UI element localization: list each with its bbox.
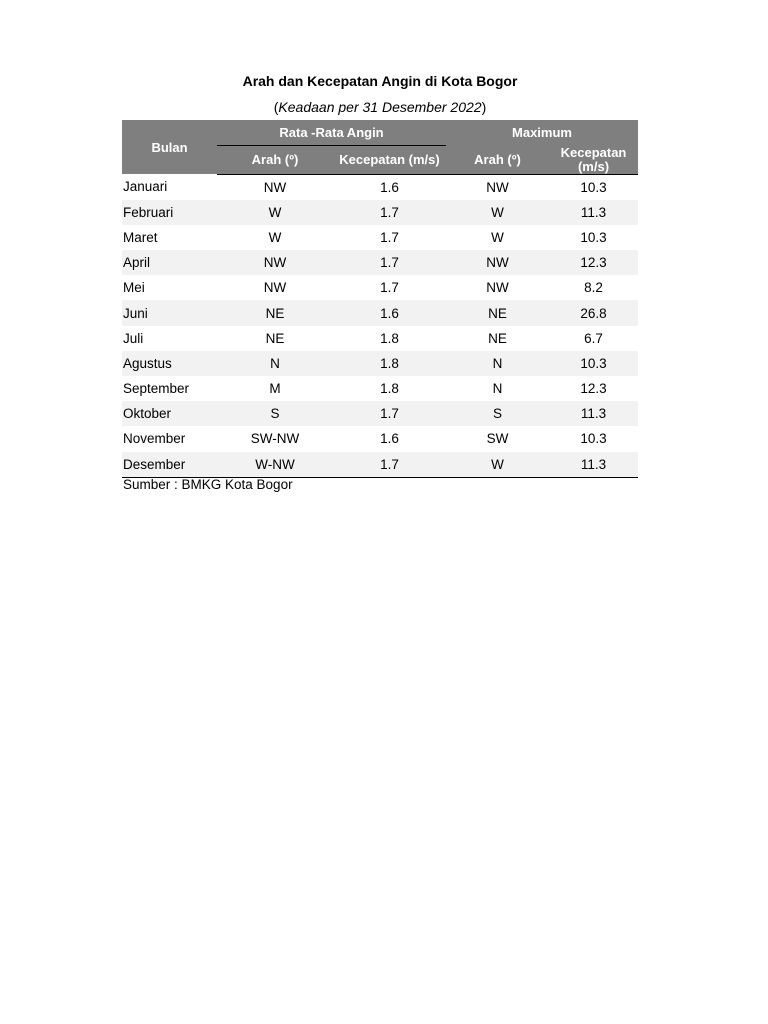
cell-bulan: Maret (123, 229, 158, 245)
table-row (122, 200, 638, 225)
cell-rata-arah: SW-NW (250, 431, 300, 447)
cell-rata-kecepatan: 1.6 (380, 179, 399, 195)
subtitle-date-text: Keadaan per 31 Desember 2022 (278, 99, 482, 115)
table-row (122, 225, 638, 250)
table-row (122, 174, 638, 200)
cell-rata-kecepatan: 1.6 (380, 431, 399, 447)
cell-max-kecepatan: 11.3 (549, 452, 638, 478)
cell-max-arah: N (492, 381, 503, 397)
header-max-arah: Arah (º) (446, 146, 549, 175)
document-title: Arah dan Kecepatan Angin di Kota Bogor (242, 73, 518, 89)
cell-max-kecepatan: 26.8 (549, 300, 638, 325)
cell-rata-arah: M (269, 381, 281, 397)
table-header (122, 120, 638, 174)
cell-bulan: Januari (123, 179, 168, 195)
cell-max-kecepatan: 10.3 (580, 431, 607, 447)
cell-rata-arah: N (217, 351, 333, 376)
cell-rata-kecepatan: 1.7 (333, 250, 446, 275)
table-row (122, 275, 638, 300)
table-body (122, 174, 638, 477)
document-subtitle (122, 98, 638, 116)
cell-bulan: Desember (122, 452, 217, 478)
cell-bulan: November (123, 431, 186, 447)
cell-max-arah: SW (486, 431, 509, 447)
cell-max-arah: NE (446, 300, 549, 325)
cell-max-arah: W (491, 229, 504, 245)
cell-max-kecepatan: 12.3 (549, 250, 638, 275)
cell-bulan: Oktober (122, 401, 217, 426)
cell-rata-kecepatan: 1.7 (333, 401, 446, 426)
cell-bulan: Mei (123, 280, 145, 296)
cell-bulan: Agustus (122, 351, 217, 376)
cell-bulan: Juli (123, 330, 144, 346)
cell-rata-arah: NW (217, 250, 333, 275)
cell-max-kecepatan: 6.7 (584, 330, 603, 346)
cell-max-kecepatan: 10.3 (580, 179, 607, 195)
cell-rata-kecepatan: 1.6 (333, 300, 446, 325)
table-row (122, 452, 638, 478)
cell-max-arah: N (446, 351, 549, 376)
header-rata-arah: Arah (º) (217, 146, 333, 175)
cell-bulan: April (122, 250, 217, 275)
table-row (122, 326, 638, 351)
cell-rata-kecepatan: 1.8 (333, 351, 446, 376)
cell-rata-kecepatan: 1.7 (333, 200, 446, 225)
cell-max-arah: W (446, 452, 549, 478)
source-note: Sumber : BMKG Kota Bogor (123, 477, 293, 492)
cell-max-kecepatan: 11.3 (549, 200, 638, 225)
cell-max-kecepatan: 11.3 (549, 401, 638, 426)
cell-max-kecepatan: 8.2 (584, 280, 603, 296)
table-row (122, 351, 638, 376)
cell-rata-arah: S (217, 401, 333, 426)
table-row (122, 376, 638, 401)
cell-max-arah: NW (486, 179, 509, 195)
table-row (122, 426, 638, 451)
cell-rata-kecepatan: 1.8 (380, 381, 399, 397)
cell-rata-arah: W (268, 229, 282, 245)
table-row (122, 250, 638, 275)
cell-rata-arah: NW (263, 179, 287, 195)
cell-rata-arah: NE (217, 300, 333, 325)
header-rata-rata-angin: Rata -Rata Angin (217, 120, 446, 146)
header-bulan: Bulan (122, 120, 217, 174)
cell-rata-arah: W-NW (217, 452, 333, 478)
subtitle-close-paren: ) (481, 99, 487, 115)
cell-rata-kecepatan: 1.7 (380, 280, 399, 296)
wind-table (122, 120, 638, 478)
cell-max-kecepatan: 10.3 (549, 351, 638, 376)
header-maximum: Maximum (446, 120, 638, 146)
cell-rata-kecepatan: 1.7 (333, 452, 446, 478)
header-max-kecepatan: Kecepatan (m/s) (549, 146, 638, 175)
table-row (122, 300, 638, 325)
cell-max-kecepatan: 10.3 (580, 229, 607, 245)
cell-rata-arah: NW (263, 280, 287, 296)
subtitle-open-paren: ( (273, 99, 279, 115)
cell-max-arah: W (446, 200, 549, 225)
cell-max-arah: NW (486, 280, 509, 296)
cell-bulan: September (123, 381, 190, 397)
cell-rata-arah: W (217, 200, 333, 225)
cell-bulan: Juni (122, 300, 217, 325)
cell-max-arah: S (446, 401, 549, 426)
cell-bulan: Februari (122, 200, 217, 225)
cell-rata-arah: NE (265, 330, 285, 346)
cell-rata-kecepatan: 1.7 (380, 229, 399, 245)
cell-max-kecepatan: 12.3 (580, 381, 607, 397)
cell-max-arah: NE (488, 330, 507, 346)
cell-max-arah: NW (446, 250, 549, 275)
table-row (122, 401, 638, 426)
header-rata-kecepatan: Kecepatan (m/s) (333, 146, 446, 175)
cell-rata-kecepatan: 1.8 (380, 330, 399, 346)
